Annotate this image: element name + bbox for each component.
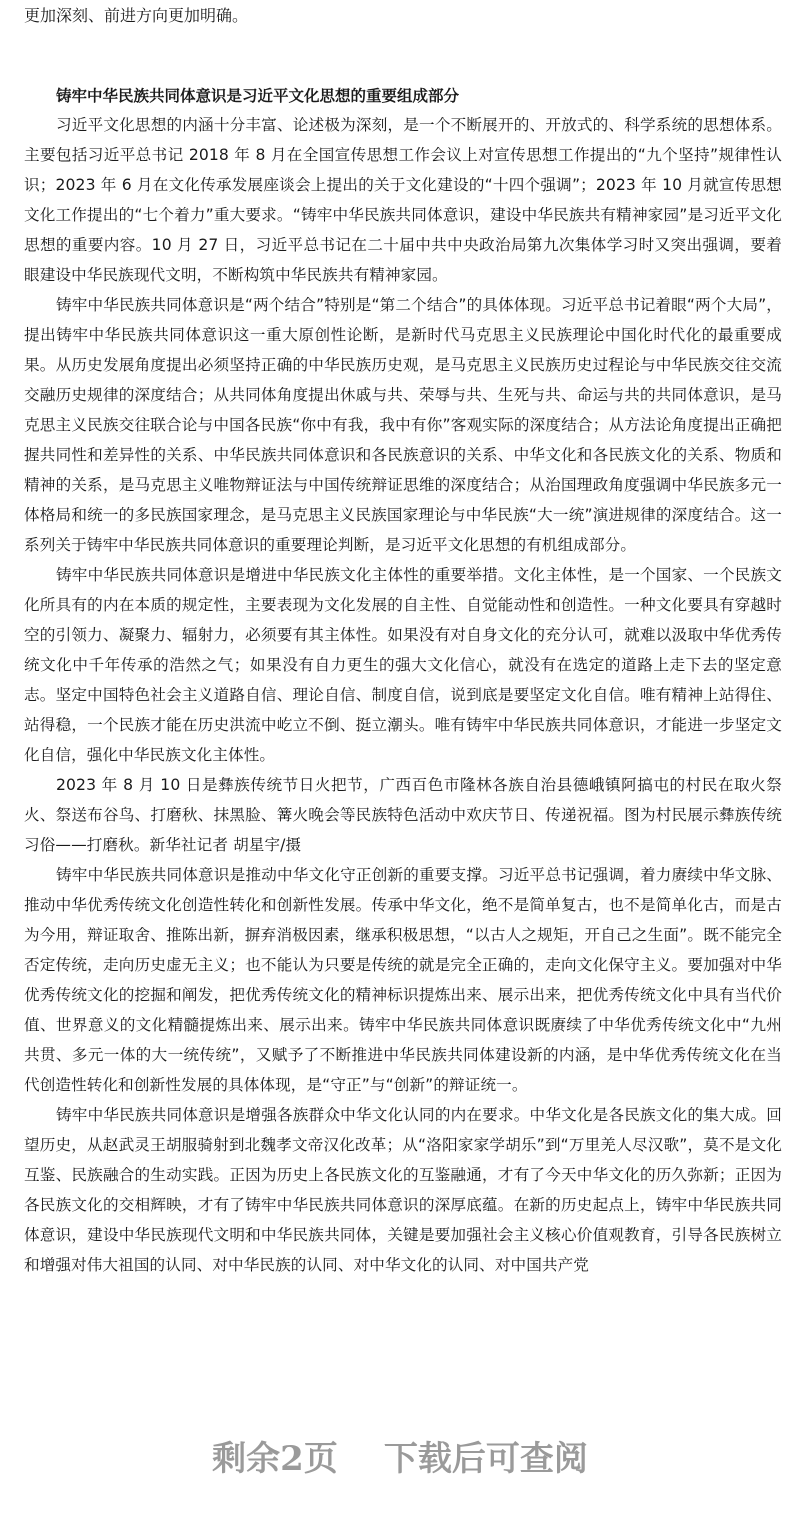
continued-text-line: 更加深刻、前进方向更加明确。 [24,6,249,25]
paragraph-1: 习近平文化思想的内涵十分丰富、论述极为深刻，是一个不断展开的、开放式的、科学系统的思想体系。主要包括习近平总书记 2018 年 8 月在全国宣传思想工作会议上对宣传思想工作提出的“九个坚持”规律性认识；2023 年 6 月在文化传承发展座谈会上提出的关于文化建设的“十四个强调”；2023 年 10 月就宣传思想文化工作提出的“七个着力”重大要求。“铸牢中华民族共同体意识，建设中华民族共有精神家园”是习近平文化思想的重要内容。10 月 27 日，习近平总书记在二十届中共中央政治局第九次集体学习时又突出强调，要着眼建设中华民族现代文明，不断构筑中华民族共有精神家园。 [24,116,782,284]
section-heading: 铸牢中华民族共同体意识是习近平文化思想的重要组成部分 [56,87,460,105]
download-hint-label: 下载后可查阅 [383,1438,588,1479]
paragraph-6: 铸牢中华民族共同体意识是增强各族群众中华文化认同的内在要求。中华文化是各民族文化的集大成。回望历史，从赵武灵王胡服骑射到北魏孝文帝汉化改革；从“洛阳家家学胡乐”到“万里羌人尽汉歌”，莫不是文化互鉴、民族融合的生动实践。正因为历史上各民族文化的互鉴融通，才有了今天中华文化的历久弥新；正因为各民族文化的交相辉映，才有了铸牢中华民族共同体意识的深厚底蕴。在新的历史起点上，铸牢中华民族共同体意识，建设中华民族现代文明和中华民族共同体，关键是要加强社会主义核心价值观教育，引导各民族树立和增强对伟大祖国的认同、对中华民族的认同、对中华文化的认同、对中国共产党 [24,1106,782,1274]
paragraph-2: 铸牢中华民族共同体意识是“两个结合”特别是“第二个结合”的具体体现。习近平总书记着眼“两个大局”，提出铸牢中华民族共同体意识这一重大原创性论断，是新时代马克思主义民族理论中国化时代化的最重要成果。从历史发展角度提出必须坚持正确的中华民族历史观，是马克思主义民族历史过程论与中华民族交往交流交融历史规律的深度结合；从共同体角度提出休戚与共、荣辱与共、生死与共、命运与共的共同体意识，是马克思主义民族交往联合论与中国各民族“你中有我，我中有你”客观实际的深度结合；从方法论角度提出正确把握共同性和差异性的关系、中华民族共同体意识和各民族意识的关系、中华文化和各民族文化的关系、物质和精神的关系，是马克思主义唯物辩证法与中国传统辩证思维的深度结合；从治国理政角度强调中华民族多元一体格局和统一的多民族国家理念，是马克思主义民族国家理论与中华民族“大一统”演进规律的深度结合。这一系列关于铸牢中华民族共同体意识的重要理论判断，是习近平文化思想的有机组成部分。 [24,296,782,554]
article-body [24,82,782,1280]
paragraph-3: 铸牢中华民族共同体意识是增进中华民族文化主体性的重要举措。文化主体性，是一个国家、一个民族文化所具有的内在本质的规定性，主要表现为文化发展的自主性、自觉能动性和创造性。一种文化要具有穿越时空的引领力、凝聚力、辐射力，必须要有其主体性。如果没有对自身文化的充分认可，就难以汲取中华优秀传统文化中千年传承的浩然之气；如果没有自力更生的强大文化信心，就没有在选定的道路上走下去的坚定意志。坚定中国特色社会主义道路自信、理论自信、制度自信，说到底是要坚定文化自信。唯有精神上站得住、站得稳，一个民族才能在历史洪流中屹立不倒、挺立潮头。唯有铸牢中华民族共同体意识，才能进一步坚定文化自信，强化中华民族文化主体性。 [24,566,782,764]
paragraph-5: 铸牢中华民族共同体意识是推动中华文化守正创新的重要支撑。习近平总书记强调，着力赓续中华文脉、推动中华优秀传统文化创造性转化和创新性发展。传承中华文化，绝不是简单复古，也不是简单化古，而是古为今用，辩证取舍、推陈出新，摒弃消极因素，继承积极思想，“以古人之规矩，开自己之生面”。既不能完全否定传统，走向历史虚无主义；也不能认为只要是传统的就是完全正确的，走向文化保守主义。要加强对中华优秀传统文化的挖掘和阐发，把优秀传统文化的精神标识提炼出来、展示出来，把优秀传统文化中具有当代价值、世界意义的文化精髓提炼出来、展示出来。铸牢中华民族共同体意识既赓续了中华优秀传统文化中“九州共贯、多元一体的大一统传统”，又赋予了不断推进中华民族共同体建设新的内涵，是中华优秀传统文化在当代创造性转化和创新性发展的具体体现，是“守正”与“创新”的辩证统一。 [24,866,782,1094]
remaining-pages-label: 剩余2页 [212,1438,338,1479]
preview-limit-banner[interactable] [0,1430,800,1480]
photo-caption: 2023 年 8 月 10 日是彝族传统节日火把节，广西百色市隆林各族自治县德峨镇阿搞屯的村民在取火祭火、祭送布谷鸟、打磨秋、抹黑脸、篝火晚会等民族特色活动中欢庆节日、传递祝福。图为村民展示彝族传统习俗——打磨秋。新华社记者 胡星宇/摄 [24,776,782,854]
